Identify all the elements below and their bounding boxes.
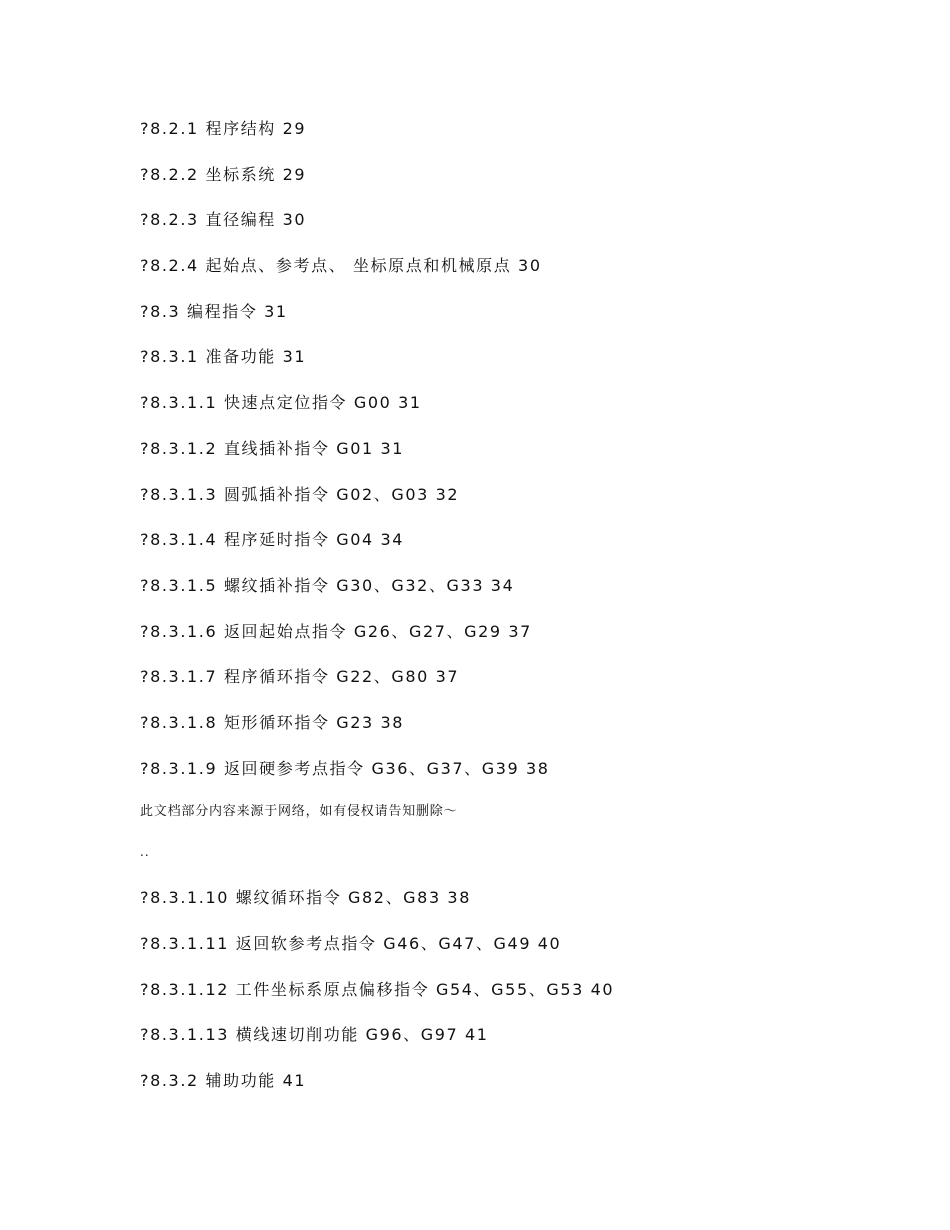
toc-entry: ?8.3.1.4 程序延时指令 G04 34 bbox=[140, 530, 405, 550]
toc-entry: ?8.3.1.11 返回软参考点指令 G46、G47、G49 40 bbox=[140, 934, 562, 953]
table-of-contents bbox=[140, 116, 900, 1114]
toc-entry: ?8.2.3 直径编程 30 bbox=[140, 210, 307, 230]
toc-entry: ?8.2.2 坐标系统 29 bbox=[140, 164, 307, 184]
toc-entry: ?8.2.4 起始点、参考点、 坐标原点和机械原点 30 bbox=[140, 256, 542, 276]
toc-entry: ?8.3.1.1 快速点定位指令 G00 31 bbox=[140, 393, 422, 413]
toc-entry: ?8.3.1.13 横线速切削功能 G96、G97 41 bbox=[140, 1025, 489, 1045]
toc-entry: ?8.3.1.7 程序循环指令 G22、G80 37 bbox=[140, 667, 460, 687]
toc-entry: ?8.2.1 程序结构 29 bbox=[140, 119, 307, 138]
toc-entry: ?8.3.1.2 直线插补指令 G01 31 bbox=[140, 438, 405, 458]
toc-entry: ?8.3 编程指令 31 bbox=[140, 301, 288, 321]
toc-entry: ?8.3.1.8 矩形循环指令 G23 38 bbox=[140, 712, 405, 732]
toc-entry: ?8.3.2 辅助功能 41 bbox=[140, 1071, 307, 1091]
toc-entry: ?8.3.1 准备功能 31 bbox=[140, 347, 307, 367]
toc-entry: ?8.3.1.6 返回起始点指令 G26、G27、G29 37 bbox=[140, 621, 532, 641]
copyright-note: 此文档部分内容来源于网络，如有侵权请告知删除～ bbox=[140, 804, 458, 820]
toc-entry: ?8.3.1.9 返回硬参考点指令 G36、G37、G39 38 bbox=[140, 758, 550, 778]
toc-entry: ?8.3.1.10 螺纹循环指令 G82、G83 38 bbox=[140, 888, 471, 908]
ellipsis-marker: .. bbox=[140, 845, 150, 860]
toc-entry: ?8.3.1.3 圆弧插补指令 G02、G03 32 bbox=[140, 484, 460, 504]
toc-entry: ?8.3.1.12 工件坐标系原点偏移指令 G54、G55、G53 40 bbox=[140, 979, 615, 999]
toc-entry: ?8.3.1.5 螺纹插补指令 G30、G32、G33 34 bbox=[140, 575, 515, 595]
